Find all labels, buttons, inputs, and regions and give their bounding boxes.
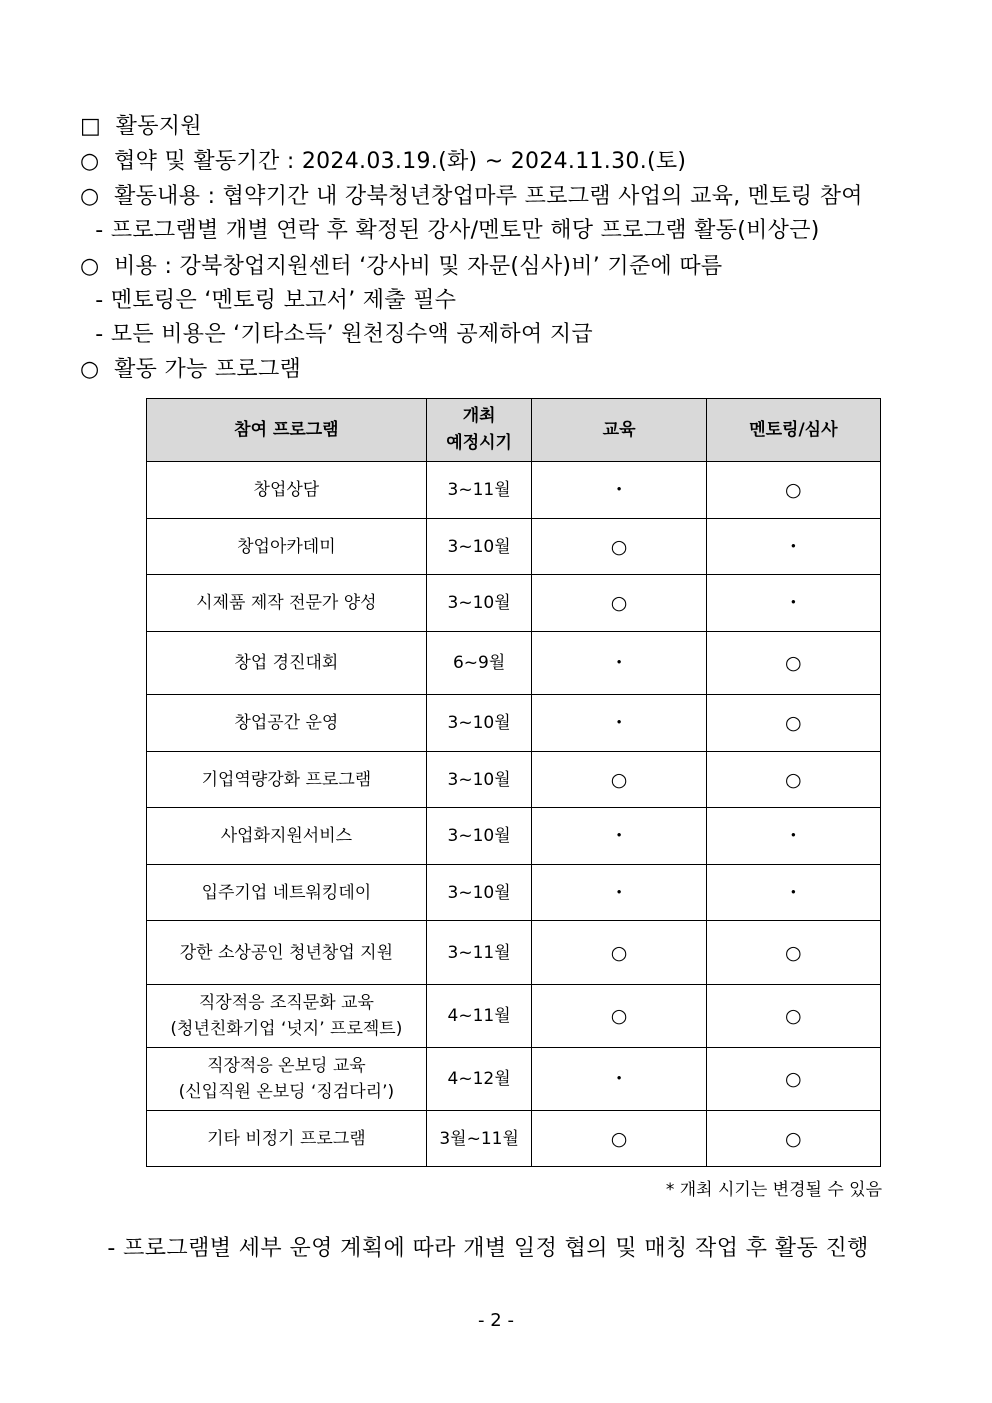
education-mark-cell: ・ <box>532 462 706 519</box>
mentoring-mark-cell: ・ <box>706 808 880 865</box>
program-cell: 창업상담 <box>147 462 427 519</box>
period-cell: 3~10월 <box>426 808 532 865</box>
education-mark-cell: ○ <box>532 752 706 808</box>
period-cell: 6~9월 <box>426 632 532 695</box>
period-cell: 4~12월 <box>426 1048 532 1111</box>
education-mark-cell: ・ <box>532 632 706 695</box>
program-cell: 사업화지원서비스 <box>147 808 427 865</box>
table-row <box>147 865 881 921</box>
period-cell: 3~10월 <box>426 575 532 632</box>
period-cell: 3월~11월 <box>426 1111 532 1167</box>
table-row <box>147 985 881 1048</box>
agreement-period-line: ○ 협약 및 활동기간 : 2024.03.19.(화) ~ 2024.11.30.(토) <box>80 149 687 174</box>
program-table <box>146 398 881 1167</box>
education-mark-cell: ○ <box>532 575 706 632</box>
mentoring-mark-cell: ○ <box>706 1048 880 1111</box>
period-cell: 3~10월 <box>426 752 532 808</box>
table-row <box>147 575 881 632</box>
mentoring-mark-cell: ○ <box>706 752 880 808</box>
program-table-body <box>147 462 881 1167</box>
program-cell: 입주기업 네트워킹데이 <box>147 865 427 921</box>
cost-sub-line-report: - 멘토링은 ‘멘토링 보고서’ 제출 필수 <box>88 288 457 313</box>
program-cell: 창업아카데미 <box>147 519 427 575</box>
mentoring-mark-cell: ○ <box>706 1111 880 1167</box>
table-row <box>147 808 881 865</box>
program-cell: 기업역량강화 프로그램 <box>147 752 427 808</box>
period-cell: 4~11월 <box>426 985 532 1048</box>
table-row <box>147 1111 881 1167</box>
section-heading: □ 활동지원 <box>80 114 202 139</box>
header-program: 참여 프로그램 <box>147 399 427 462</box>
cost-sub-line-tax: - 모든 비용은 ‘기타소득’ 원천징수액 공제하여 지급 <box>88 322 593 347</box>
mentoring-mark-cell: ○ <box>706 985 880 1048</box>
activity-content-sub-line: - 프로그램별 개별 연락 후 확정된 강사/멘토만 해당 프로그램 활동(비상근) <box>88 218 820 243</box>
period-cell: 3~11월 <box>426 921 532 985</box>
mentoring-mark-cell: ○ <box>706 921 880 985</box>
education-mark-cell: ・ <box>532 1048 706 1111</box>
period-cell: 3~10월 <box>426 519 532 575</box>
table-row <box>147 462 881 519</box>
cost-line: ○ 비용 : 강북창업지원센터 ‘강사비 및 자문(심사)비’ 기준에 따름 <box>80 254 723 279</box>
available-programs-line: ○ 활동 가능 프로그램 <box>80 357 302 382</box>
table-row <box>147 752 881 808</box>
mentoring-mark-cell: ・ <box>706 519 880 575</box>
period-cell: 3~11월 <box>426 462 532 519</box>
program-cell: 창업공간 운영 <box>147 695 427 752</box>
mentoring-mark-cell: ○ <box>706 632 880 695</box>
program-cell: 직장적응 온보딩 교육 (신입직원 온보딩 ‘징검다리’) <box>147 1048 427 1111</box>
mentoring-mark-cell: ○ <box>706 462 880 519</box>
table-header-row <box>147 399 881 462</box>
table-row <box>147 921 881 985</box>
education-mark-cell: ○ <box>532 921 706 985</box>
table-row <box>147 519 881 575</box>
header-mentoring: 멘토링/심사 <box>706 399 880 462</box>
mentoring-mark-cell: ・ <box>706 865 880 921</box>
program-cell: 기타 비정기 프로그램 <box>147 1111 427 1167</box>
education-mark-cell: ・ <box>532 808 706 865</box>
period-cell: 3~10월 <box>426 865 532 921</box>
page-number: - 2 - <box>478 1310 514 1331</box>
table-row <box>147 632 881 695</box>
mentoring-mark-cell: ○ <box>706 695 880 752</box>
period-cell: 3~10월 <box>426 695 532 752</box>
education-mark-cell: ○ <box>532 1111 706 1167</box>
header-period: 개최 예정시기 <box>426 399 532 462</box>
schedule-note: * 개최 시기는 변경될 수 있음 <box>665 1180 882 1200</box>
closing-remark: - 프로그램별 세부 운영 계획에 따라 개별 일정 협의 및 매칭 작업 후 활동 진행 <box>100 1236 869 1261</box>
education-mark-cell: ○ <box>532 519 706 575</box>
program-cell: 강한 소상공인 청년창업 지원 <box>147 921 427 985</box>
mentoring-mark-cell: ・ <box>706 575 880 632</box>
education-mark-cell: ・ <box>532 865 706 921</box>
education-mark-cell: ○ <box>532 985 706 1048</box>
program-cell: 직장적응 조직문화 교육 (청년친화기업 ‘넛지’ 프로젝트) <box>147 985 427 1048</box>
program-cell: 창업 경진대회 <box>147 632 427 695</box>
activity-content-line: ○ 활동내용 : 협약기간 내 강북청년창업마루 프로그램 사업의 교육, 멘토링 참여 <box>80 184 863 209</box>
table-row <box>147 1048 881 1111</box>
table-row <box>147 695 881 752</box>
education-mark-cell: ・ <box>532 695 706 752</box>
header-education: 교육 <box>532 399 706 462</box>
program-cell: 시제품 제작 전문가 양성 <box>147 575 427 632</box>
